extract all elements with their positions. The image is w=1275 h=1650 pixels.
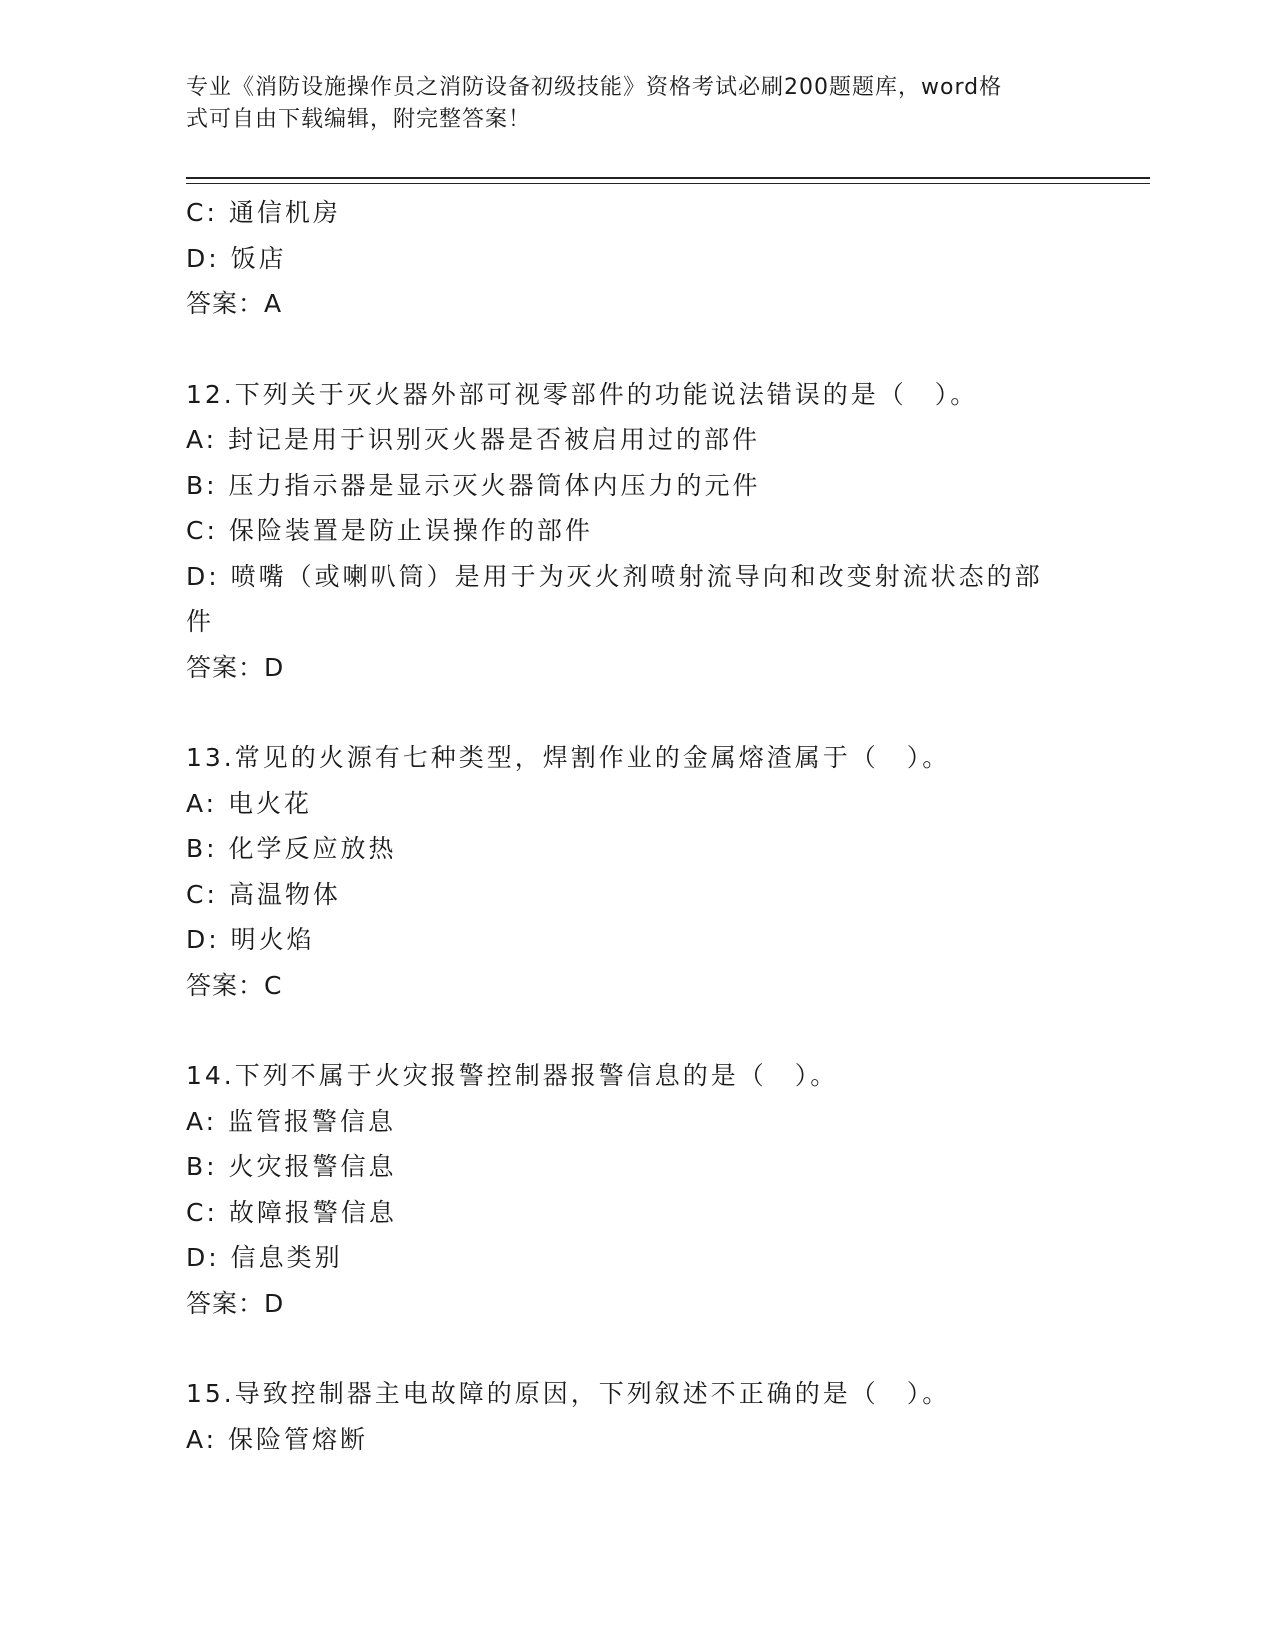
question-stem: 12.下列关于灭火器外部可视零部件的功能说法错误的是（ ）。 bbox=[186, 379, 979, 409]
question-12 bbox=[186, 372, 1086, 691]
header-divider-thin bbox=[186, 183, 1150, 184]
document-header bbox=[186, 72, 1066, 136]
option-a: A: 封记是用于识别灭火器是否被启用过的部件 bbox=[186, 425, 761, 454]
option-c: C: 高温物体 bbox=[186, 879, 341, 909]
header-line-1: 专业《消防设施操作员之消防设备初级技能》资格考试必刷200题题库，word格 bbox=[186, 75, 1003, 100]
option-b: B: 化学反应放热 bbox=[186, 834, 397, 863]
question-stem: 13.常见的火源有七种类型，焊割作业的金属熔渣属于（ ）。 bbox=[186, 743, 951, 772]
carryover-question bbox=[186, 190, 1086, 327]
answer-line: 答案：D bbox=[186, 652, 285, 682]
question-stem: 14.下列不属于火灾报警控制器报警信息的是（ ）。 bbox=[186, 1061, 839, 1090]
question-stem: 15.导致控制器主电故障的原因，下列叙述不正确的是（ ）。 bbox=[186, 1379, 951, 1408]
question-13 bbox=[186, 735, 1086, 1008]
option-c: C: 故障报警信息 bbox=[186, 1197, 397, 1227]
option-d: D: 明火焰 bbox=[186, 925, 315, 954]
header-line-2: 式可自由下载编辑，附完整答案！ bbox=[186, 107, 532, 132]
answer-line: 答案：A bbox=[186, 289, 283, 318]
question-list bbox=[186, 190, 1086, 1462]
option-a: A: 保险管熔断 bbox=[186, 1424, 369, 1454]
answer-line: 答案：C bbox=[186, 970, 283, 1000]
question-15 bbox=[186, 1371, 1086, 1462]
answer-line: 答案：D bbox=[186, 1288, 285, 1318]
option-d: D: 喷嘴（或喇叭筒）是用于为灭火剂喷射流导向和改变射流状态的部件 bbox=[186, 561, 1043, 636]
question-14 bbox=[186, 1053, 1086, 1326]
option-c: C: 通信机房 bbox=[186, 198, 341, 227]
option-b: B: 火灾报警信息 bbox=[186, 1152, 397, 1181]
option-a: A: 监管报警信息 bbox=[186, 1106, 397, 1136]
option-a: A: 电火花 bbox=[186, 788, 313, 818]
option-d: D: 信息类别 bbox=[186, 1243, 343, 1272]
header-divider-thick bbox=[186, 177, 1150, 179]
option-d: D: 饭店 bbox=[186, 243, 287, 273]
option-b: B: 压力指示器是显示灭火器筒体内压力的元件 bbox=[186, 470, 761, 500]
option-c: C: 保险装置是防止误操作的部件 bbox=[186, 516, 593, 545]
